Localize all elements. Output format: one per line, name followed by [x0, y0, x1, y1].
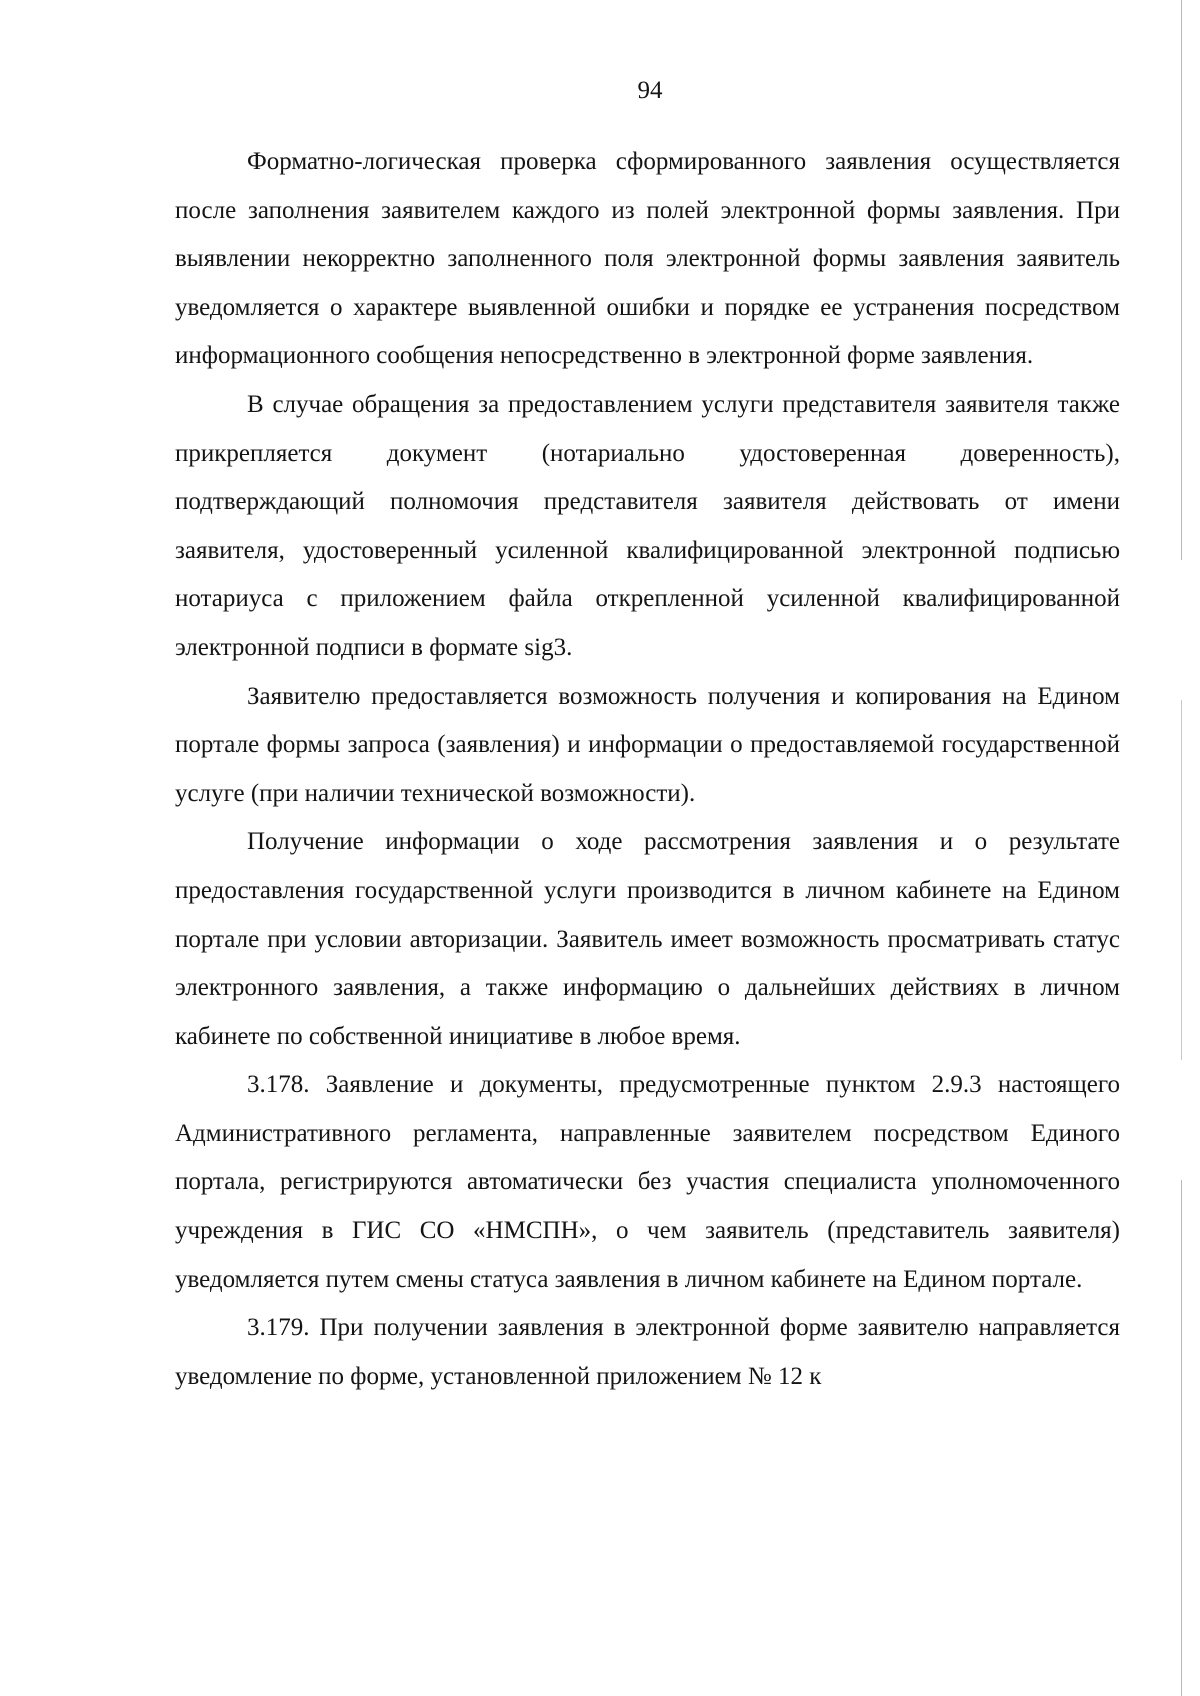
scan-edge-line — [1181, 0, 1182, 560]
scan-edge-line — [1181, 700, 1182, 1060]
paragraph-format-check: Форматно-логическая проверка сформированного заявления осуществляется после заполнения заявителем каждого из полей электронной формы заявления. При выявлении некорректно заполненного поля электронной формы заявления заявитель уведомляется о характере выявленной ошибки и порядке ее устранения посредством информационного сообщения непосредственно в электронной форме заявления. — [175, 148, 1120, 370]
paragraph-3-178: 3.178. Заявление и документы, предусмотренные пунктом 2.9.3 настоящего Административного регламента, направленные заявителем посредством Единого портала, регистрируются автоматически без участия специалиста уполномоченного учреждения в ГИС СО «НМСПН», о чем заявитель (представитель заявителя) уведомляется путем смены статуса заявления в личном кабинете на Едином портале. — [175, 1071, 1120, 1293]
document-body — [175, 138, 1120, 1401]
paragraph-3-179: 3.179. При получении заявления в электронной форме заявителю направляется уведомление по форме, установленной приложением № 12 к — [175, 1314, 1120, 1390]
paragraph-representative: В случае обращения за предоставлением услуги представителя заявителя также прикрепляется документ (нотариально удостоверенная доверенность), подтверждающий полномочия представителя заявителя действовать от имени заявителя, удостоверенный усиленной квалифицированной электронной подписью нотариуса с приложением файла открепленной усиленной квалифицированной электронной подписи в формате sig3. — [175, 390, 1120, 661]
page-number: 94 — [637, 77, 663, 104]
paragraph-copy-form: Заявителю предоставляется возможность получения и копирования на Едином портале формы запроса (заявления) и информации о предоставляемой государственной услуге (при наличии технической возможности). — [175, 682, 1120, 807]
scan-edge-line — [1181, 1180, 1182, 1696]
paragraph-status-info: Получение информации о ходе рассмотрения заявления и о результате предоставления государственной услуги производится в личном кабинете на Едином портале при условии авторизации. Заявитель имеет возможность просматривать статус электронного заявления, а также информацию о дальнейших действиях в личном кабинете по собственной инициативе в любое время. — [175, 828, 1120, 1050]
